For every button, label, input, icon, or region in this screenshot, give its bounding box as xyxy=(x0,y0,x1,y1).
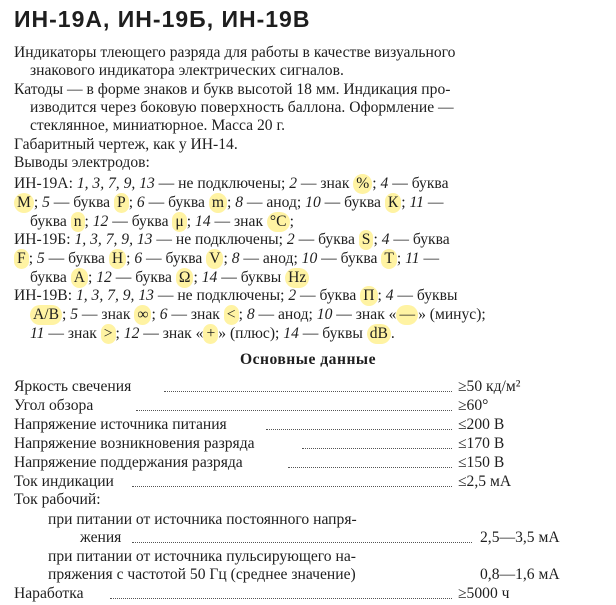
spec-value: ≤200 В xyxy=(458,416,505,433)
pins-b-line-2: F ; 5 — буква Н ; 6 — буква V ; 8 — анод; 10 — буква Т ; 11 — xyxy=(14,249,439,269)
pins-a-line-3: буква n ; 12 — буква μ ; 14 — знак °С ; xyxy=(30,213,294,230)
spec-label: жения xyxy=(80,529,122,546)
spec-row xyxy=(14,491,604,509)
highlight-symbol: П xyxy=(360,286,377,306)
spec-row xyxy=(14,473,604,491)
spec-label: Ток рабочий: xyxy=(14,491,101,508)
spec-value: ≤170 В xyxy=(458,435,505,452)
spec-label: пряжения с частотой 50 Гц (среднее значение) xyxy=(48,566,356,583)
intro-line-7: Выводы электродов: xyxy=(14,154,150,171)
highlight-symbol: n xyxy=(71,212,85,232)
dot-leader xyxy=(288,467,452,468)
spec-value: ≥50 кд/м² xyxy=(458,378,521,395)
highlight-symbol: ∞ xyxy=(134,305,151,325)
spec-value: ≥60° xyxy=(458,397,489,414)
intro-line-6: Габаритный чертеж, как у ИН-14. xyxy=(14,136,238,153)
spec-value: ≥5000 ч xyxy=(458,585,510,602)
highlight-symbol: Р xyxy=(114,193,129,213)
pins-b-line-1: ИН-19Б: 1, 3, 7, 9, 13 — не подключены; 2 — буква S ; 4 — буква xyxy=(14,231,450,248)
highlight-symbol: dB xyxy=(367,324,391,344)
highlight-symbol: М xyxy=(14,193,34,213)
highlight-symbol: Hz xyxy=(285,268,309,288)
pins-a-line-1: ИН-19А: 1, 3, 7, 9, 13 — не подключены; 2 — знак % ; 4 — буква xyxy=(14,175,449,192)
intro-line-5: стеклянное, миниатюрное. Масса 20 г. xyxy=(30,117,285,134)
spec-row xyxy=(14,397,604,415)
working-current-1-line-1: при питании от источника постоянного напря- xyxy=(48,511,357,528)
highlight-symbol: m xyxy=(209,193,227,213)
spec-label: Яркость свечения xyxy=(14,378,132,395)
page-title: ИН-19А, ИН-19Б, ИН-19В xyxy=(14,6,311,32)
highlight-symbol: А/В xyxy=(30,305,62,325)
intro-line-1: Индикаторы тлеющего разряда для работы в качестве визуального xyxy=(14,44,456,61)
pins-c-line-3: 11 — знак > ; 12 — знак « + » (плюс); 14 — буквы dB . xyxy=(30,325,395,342)
working-current-2-line-1: при питании от источника пульсирующего на- xyxy=(48,548,356,565)
spec-value: ≤2,5 мА xyxy=(458,473,512,490)
highlight-symbol: Ω xyxy=(176,268,194,288)
intro-line-3: Катоды — в форме знаков и букв высотой 18 мм. Индикация про- xyxy=(14,81,451,98)
intro-line-2: знакового индикатора электрических сигналов. xyxy=(30,62,344,79)
highlight-symbol: V xyxy=(206,249,223,269)
highlight-symbol: А xyxy=(71,268,88,288)
section-title: Основные данные xyxy=(239,351,377,368)
dot-leader xyxy=(136,410,452,411)
spec-value: ≤150 В xyxy=(458,454,505,471)
highlight-symbol: Н xyxy=(109,249,126,269)
spec-label: Напряжение возникновения разряда xyxy=(14,435,255,452)
intro-line-4: изводится через боковую поверхность баллона. Оформление — xyxy=(30,99,454,116)
dot-leader xyxy=(132,542,472,543)
pins-c-line-2: А/В ; 5 — знак ∞ ; 6 — знак < ; 8 — анод; 10 — знак « — » (минус); xyxy=(30,305,486,325)
pins-c-line-1: ИН-19В: 1, 3, 7, 9, 13 — не подключены; 2 — буква П ; 4 — буквы xyxy=(14,287,458,304)
spec-value: 0,8—1,6 мА xyxy=(480,566,560,583)
spec-label: Наработка xyxy=(14,585,84,602)
spec-row-lifetime xyxy=(14,585,604,603)
spec-row xyxy=(14,435,604,453)
spec-value: 2,5—3,5 мА xyxy=(480,529,560,546)
highlight-symbol: < xyxy=(224,305,239,325)
spec-label: Угол обзора xyxy=(14,397,94,414)
highlight-symbol: > xyxy=(101,324,116,344)
highlight-symbol: °С xyxy=(267,212,290,232)
highlight-symbol: + xyxy=(203,324,218,344)
dot-leader xyxy=(110,598,452,599)
spec-label: Ток индикации xyxy=(14,473,114,490)
highlight-symbol: — xyxy=(396,305,418,325)
highlight-symbol: F xyxy=(14,249,29,269)
working-current-1-row xyxy=(14,529,604,547)
spec-label: Напряжение поддержания разряда xyxy=(14,454,243,471)
spec-row xyxy=(14,454,604,472)
dot-leader xyxy=(302,448,452,449)
highlight-symbol: К xyxy=(385,193,401,213)
highlight-symbol: % xyxy=(353,174,372,194)
spec-row xyxy=(14,416,604,434)
highlight-symbol: Т xyxy=(381,249,397,269)
highlight-symbol: S xyxy=(359,230,374,250)
dot-leader xyxy=(164,391,452,392)
pins-b-line-3: буква А ; 12 — буква Ω ; 14 — буквы Hz xyxy=(30,268,309,288)
spec-row xyxy=(14,378,604,396)
dot-leader xyxy=(132,486,452,487)
spec-label: Напряжение источника питания xyxy=(14,416,227,433)
dot-leader xyxy=(266,429,452,430)
working-current-2-row xyxy=(14,566,604,584)
highlight-symbol: μ xyxy=(172,212,186,232)
pins-a-line-2: М ; 5 — буква Р ; 6 — буква m ; 8 — анод; 10 — буква К ; 11 — xyxy=(14,193,443,213)
